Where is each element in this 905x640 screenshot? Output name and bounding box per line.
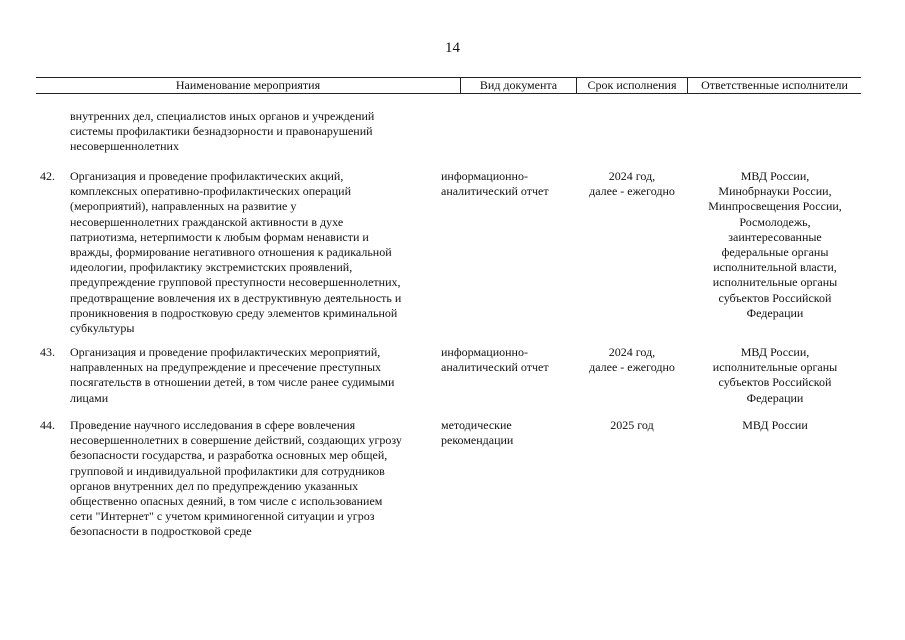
- activity-line: общественно опасных деяний, в том числе с использованием: [70, 494, 383, 509]
- row-term: [578, 418, 686, 433]
- responsible-line: Росмолодежь,: [739, 214, 811, 229]
- activity-line: комплексных оперативно-профилактических операций: [70, 184, 352, 199]
- row-responsible: [690, 169, 860, 321]
- responsible-line: федеральные органы: [721, 245, 829, 260]
- row-term: [578, 345, 686, 375]
- row-activity-name: [70, 169, 440, 336]
- activity-line: посягательств в отношении детей, в том числе ранее судимыми: [70, 375, 395, 390]
- row-document-type: [441, 169, 576, 199]
- row-number: 44.: [40, 418, 55, 432]
- row-document-type: [441, 345, 576, 375]
- row-responsible: [690, 418, 860, 433]
- row-number: 43.: [40, 345, 55, 359]
- continuation-line: внутренних дел, специалистов иных органов и учреждений: [70, 109, 375, 123]
- responsible-line: субъектов Российской: [718, 375, 832, 390]
- responsible-line: Федерации: [746, 390, 804, 405]
- responsible-line: субъектов Российской: [718, 290, 832, 305]
- row-document-type: [441, 418, 576, 448]
- row-responsible: [690, 345, 860, 406]
- row-term: [578, 169, 686, 199]
- header-responsible-column: Ответственные исполнители: [701, 78, 848, 92]
- activity-line: безопасности государства, и разработка основных мер общей,: [70, 448, 388, 463]
- header-term-column: Срок исполнения: [577, 78, 688, 93]
- activity-line: направленных на предупреждение и пресечение преступных: [70, 360, 382, 375]
- responsible-line: заинтересованные: [728, 229, 822, 244]
- term-line: далее - ежегодно: [589, 360, 675, 375]
- activity-line: несовершеннолетних гражданской активности в духе: [70, 214, 344, 229]
- activity-line: предотвращение вовлечения их в деструктивную деятельность и: [70, 290, 402, 305]
- activity-line: проникновения в подростковую среду элементов криминальной: [70, 305, 398, 320]
- term-line: 2024 год,: [608, 345, 656, 359]
- term-line: далее - ежегодно: [589, 184, 675, 199]
- activity-line: сети "Интернет" с учетом криминогенной ситуации и угроз: [70, 509, 375, 524]
- responsible-line: МВД России: [742, 418, 808, 432]
- responsible-line: исполнительные органы: [712, 275, 838, 290]
- document-line: методические: [441, 418, 512, 432]
- document-line: информационно-: [441, 345, 528, 359]
- activity-line: Организация и проведение профилактических акций,: [70, 169, 344, 183]
- document-line: аналитический отчет: [441, 360, 549, 375]
- document-line: информационно-: [441, 169, 528, 183]
- continuation-line: несовершеннолетних: [70, 139, 179, 154]
- document-line: аналитический отчет: [441, 184, 549, 199]
- responsible-line: исполнительной власти,: [713, 260, 837, 275]
- activity-line: несовершеннолетних в совершение действий, создающих угрозу: [70, 433, 402, 448]
- term-line: 2025 год: [610, 418, 654, 432]
- row-number: 42.: [40, 169, 55, 183]
- activity-line: групповой и индивидуальной профилактики для сотрудников: [70, 463, 385, 478]
- activity-line: лицами: [70, 390, 109, 405]
- row-activity-name: [70, 418, 440, 540]
- responsible-line: Минобрнауки России,: [718, 184, 832, 199]
- table-header: [36, 77, 861, 94]
- continuation-text: [70, 109, 440, 155]
- header-document-column: Вид документа: [461, 78, 577, 93]
- responsible-line: МВД России,: [740, 169, 810, 183]
- activity-line: идеологии, профилактику экстремистских проявлений,: [70, 260, 353, 275]
- responsible-line: МВД России,: [740, 345, 810, 359]
- responsible-line: Минпросвещения России,: [708, 199, 842, 214]
- responsible-line: Федерации: [746, 305, 804, 320]
- activity-line: патриотизма, нетерпимости к любым формам ненависти и: [70, 229, 369, 244]
- term-line: 2024 год,: [608, 169, 656, 183]
- activity-line: органов внутренних дел по предупреждению указанных: [70, 478, 359, 493]
- activity-line: (мероприятий), направленных на развитие у: [70, 199, 297, 214]
- responsible-line: исполнительные органы: [712, 360, 838, 375]
- activity-line: безопасности в подростковой среде: [70, 524, 252, 539]
- activity-line: Проведение научного исследования в сфере вовлечения: [70, 418, 356, 432]
- activity-line: субкультуры: [70, 321, 135, 336]
- page-number: 14: [445, 40, 460, 56]
- activity-line: предупреждение групповой преступности несовершеннолетних,: [70, 275, 401, 290]
- document-line: рекомендации: [441, 433, 514, 448]
- activity-line: вражды, формирование негативного отношения к радикальной: [70, 245, 392, 260]
- activity-line: Организация и проведение профилактических мероприятий,: [70, 345, 381, 359]
- continuation-line: системы профилактики безнадзорности и правонарушений: [70, 124, 373, 139]
- header-name-column: Наименование мероприятия: [36, 78, 461, 93]
- row-activity-name: [70, 345, 440, 406]
